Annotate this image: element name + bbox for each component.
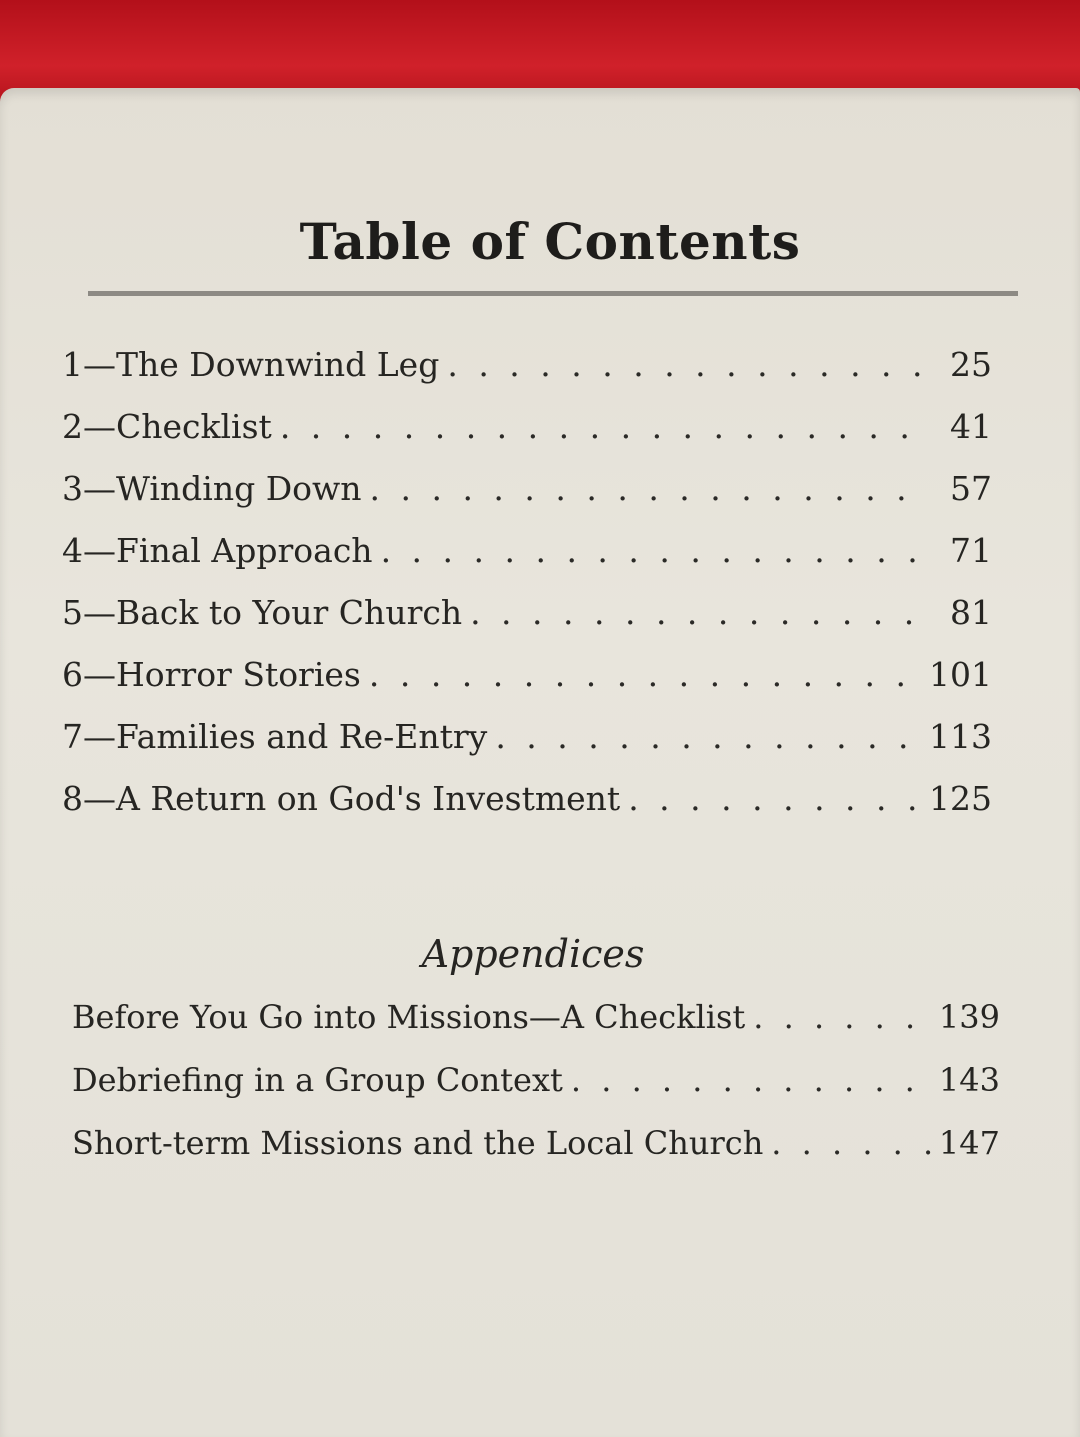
toc-entry-label: 5—Back to Your Church — [62, 593, 463, 632]
toc-entry-chapter-7 — [62, 717, 992, 779]
dot-leader — [369, 655, 921, 694]
toc-entry-label: 7—Families and Re-Entry — [62, 717, 488, 756]
toc-entry-page: 147 — [938, 1124, 1000, 1162]
toc-entry-page: 125 — [929, 779, 992, 818]
toc-entry-label: Short-term Missions and the Local Church — [72, 1124, 764, 1162]
toc-entry-page: 41 — [950, 407, 992, 446]
page-title: Table of Contents — [299, 212, 801, 271]
appendices-heading: Appendices — [421, 932, 645, 976]
toc-entry-chapter-8 — [62, 779, 992, 841]
toc-entry-chapter-2 — [62, 407, 992, 469]
toc-entry-chapter-4 — [62, 531, 992, 593]
chapter-list — [62, 345, 992, 841]
toc-entry-label: 2—Checklist — [62, 407, 272, 446]
toc-entry-label: 3—Winding Down — [62, 469, 362, 508]
toc-entry-page: 81 — [950, 593, 992, 632]
dot-leader — [381, 531, 924, 570]
toc-entry-page: 113 — [929, 717, 992, 756]
toc-entry-page: 139 — [938, 998, 1000, 1036]
toc-entry-page: 143 — [938, 1061, 1000, 1099]
dot-leader — [447, 345, 924, 384]
title-divider — [88, 291, 1018, 296]
toc-entry-chapter-5 — [62, 593, 992, 655]
toc-entry-label: Before You Go into Missions—A Checklist — [72, 998, 746, 1036]
toc-entry-page: 25 — [950, 345, 992, 384]
dot-leader — [753, 998, 931, 1036]
toc-entry-chapter-1 — [62, 345, 992, 407]
dot-leader — [495, 717, 921, 756]
dot-leader — [470, 593, 924, 632]
toc-entry-appendix-1 — [72, 998, 1000, 1061]
dot-leader — [571, 1061, 931, 1099]
toc-entry-page: 71 — [950, 531, 992, 570]
dot-leader — [370, 469, 924, 508]
toc-entry-label: Debriefing in a Group Context — [72, 1061, 563, 1099]
dot-leader — [280, 407, 924, 446]
toc-entry-appendix-2 — [72, 1061, 1000, 1124]
toc-entry-page: 57 — [950, 469, 992, 508]
toc-entry-appendix-3 — [72, 1124, 1000, 1187]
toc-entry-page: 101 — [929, 655, 992, 694]
dot-leader — [628, 779, 921, 818]
dot-leader — [771, 1124, 931, 1162]
toc-entry-chapter-6 — [62, 655, 992, 717]
toc-entry-label: 1—The Downwind Leg — [62, 345, 440, 384]
appendix-list — [72, 998, 1000, 1187]
toc-entry-label: 6—Horror Stories — [62, 655, 361, 694]
toc-entry-chapter-3 — [62, 469, 992, 531]
toc-entry-label: 4—Final Approach — [62, 531, 373, 570]
toc-entry-label: 8—A Return on God's Investment — [62, 779, 621, 818]
